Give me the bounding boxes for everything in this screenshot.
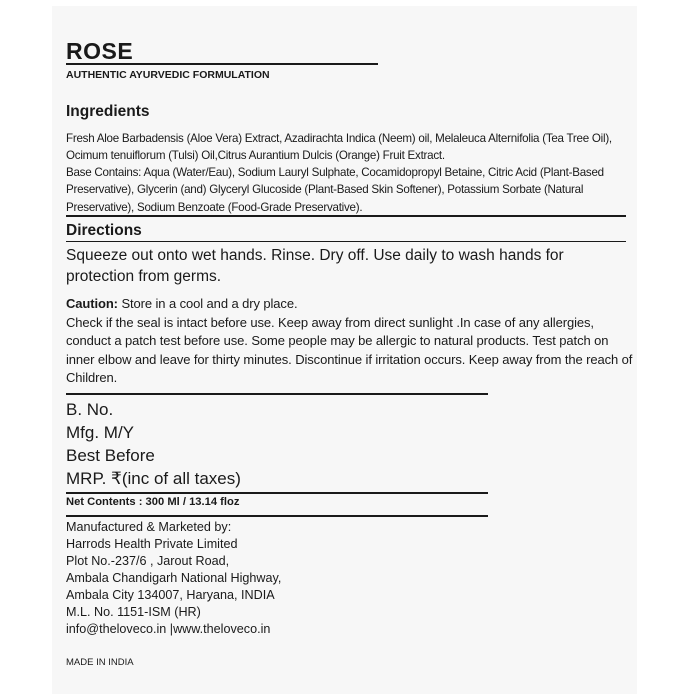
product-name: ROSE	[66, 38, 134, 64]
best-before: Best Before	[66, 446, 155, 465]
manufacturer-line: Ambala City 134007, Haryana, INDIA	[66, 588, 275, 602]
directions-heading: Directions	[66, 222, 142, 239]
ingredients-base: Base Contains: Aqua (Water/Eau), Sodium Lauryl Sulphate, Cocamidopropyl Betaine, Citric Acid (Plant-Based Preservative), Glycerin (and) Glyceryl Glucoside (Plant-Based Skin Softener), Potassium Sorbate (Natural Preservative), Sodium Benzoate (Food-Grade Preservative).	[66, 166, 604, 214]
caution-block	[66, 295, 634, 388]
manufacturer-line: Ambala Chandigarh National Highway,	[66, 571, 282, 585]
mrp: MRP. ₹(inc of all taxes)	[66, 469, 241, 488]
product-tagline: AUTHENTIC AYURVEDIC FORMULATION	[66, 69, 270, 81]
batch-number: B. No.	[66, 400, 114, 419]
manufacturer-line: Harrods Health Private Limited	[66, 537, 238, 551]
contact-line: info@theloveco.in |www.theloveco.in	[66, 622, 271, 636]
manufacturer-line: Manufactured & Marketed by:	[66, 520, 232, 534]
batch-divider	[66, 492, 488, 494]
net-contents: Net Contents : 300 Ml / 13.14 floz	[66, 496, 240, 508]
ingredients-actives: Fresh Aloe Barbadensis (Aloe Vera) Extract, Azadirachta Indica (Neem) oil, Melaleuca Alternifolia (Tea Tree Oil), Ocimum tenuiflorum (Tulsi) Oil,Citrus Aurantium Dulcis (Orange) Fruit Extract.	[66, 132, 612, 163]
caution-divider	[66, 393, 488, 395]
origin-text: MADE IN INDIA	[66, 657, 134, 668]
caution-store: Store in a cool and a dry place.	[121, 296, 298, 311]
directions-text: Squeeze out onto wet hands. Rinse. Dry off. Use daily to wash hands for protection from germs.	[66, 247, 564, 285]
ingredients-divider	[66, 215, 626, 217]
ingredients-heading: Ingredients	[66, 103, 150, 120]
directions-divider	[66, 241, 626, 242]
caution-text: Check if the seal is intact before use. Keep away from direct sunlight .In case of any allergies, conduct a patch test before use. Some people may be allergic to natural products. Test patch on inner elbow and leave for thirty minutes. Discontinue if irritation occurs. Keep away from the reach of Children.	[66, 314, 633, 385]
mfg-date: Mfg. M/Y	[66, 423, 135, 442]
net-contents-divider	[66, 515, 488, 517]
title-divider	[66, 63, 378, 65]
manufacturer-line: M.L. No. 1151-ISM (HR)	[66, 605, 201, 619]
caution-label: Caution:	[66, 296, 118, 311]
manufacturer-line: Plot No.-237/6 , Jarout Road,	[66, 554, 230, 568]
manufacturer-block	[66, 519, 281, 638]
